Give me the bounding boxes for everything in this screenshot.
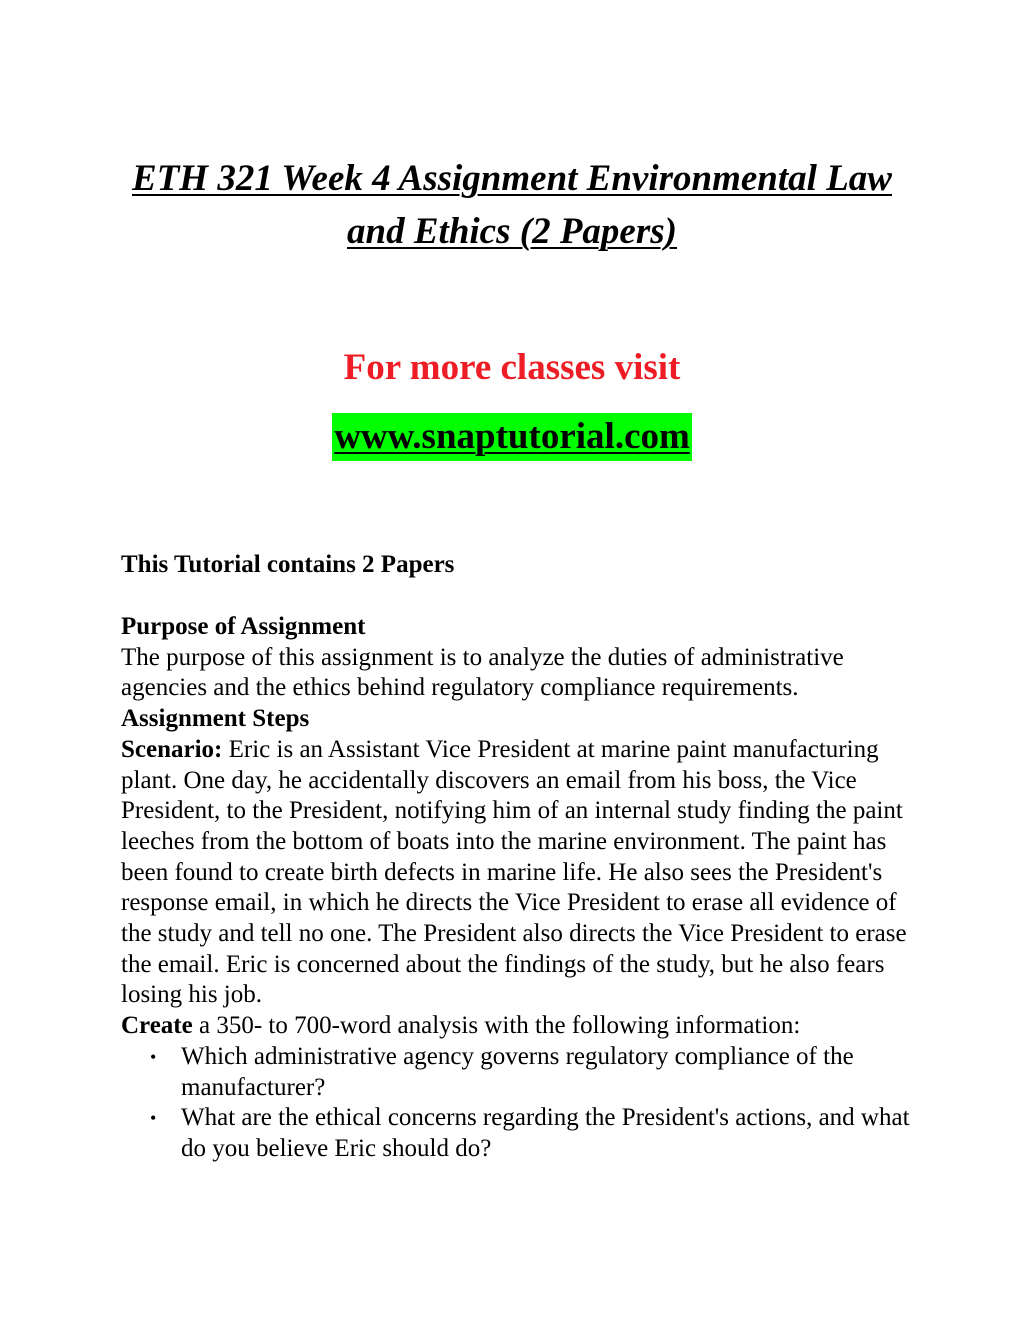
question-text: Which administrative agency governs regulatory compliance of the manufacturer? [181,1042,854,1101]
list-item [121,1042,921,1103]
create-paragraph [121,1011,921,1042]
promo-text: For more classes visit [343,347,681,388]
question-list [121,1042,921,1165]
list-item [121,1103,921,1164]
create-text: a 350- to 700-word analysis with the following information: [192,1012,801,1040]
promo-link-container [0,413,1024,461]
bullet-icon: • [150,1108,157,1129]
create-label: Create [121,1012,193,1040]
intro-text: This Tutorial contains 2 Papers [121,551,455,578]
scenario-label: Scenario: [121,735,223,763]
promo-link[interactable]: www.snaptutorial.com [332,413,692,461]
scenario-paragraph [121,735,921,1011]
purpose-heading: Purpose of Assignment [121,613,366,640]
bullet-icon: • [150,1046,157,1067]
steps-heading: Assignment Steps [121,705,310,733]
question-text: What are the ethical concerns regarding the President's actions, and what do you believe Eric should do? [181,1104,910,1162]
document-title: ETH 321 Week 4 Assignment Environmental Law and Ethics (2 Papers) [132,158,892,252]
scenario-text: Eric is an Assistant Vice President at marine paint manufacturing plant. One day, he accidentally discovers an email from his boss, the Vice President, to the President, notifying him of an internal study finding the paint leeches from the bottom of boats into the marine environment. The paint has been found to create birth defects in marine life. He also sees the President's response email, in which he directs the Vice President to erase all evidence of the study and tell no one. The President also directs the Vice President to erase the email. Eric is concerned about the findings of the study, but he also fears losing his job. [121,735,907,1009]
purpose-text: The purpose of this assignment is to analyze the duties of administrative agencies and the ethics behind regulatory compliance requirements. [121,643,844,702]
assignment-body [121,612,921,1165]
